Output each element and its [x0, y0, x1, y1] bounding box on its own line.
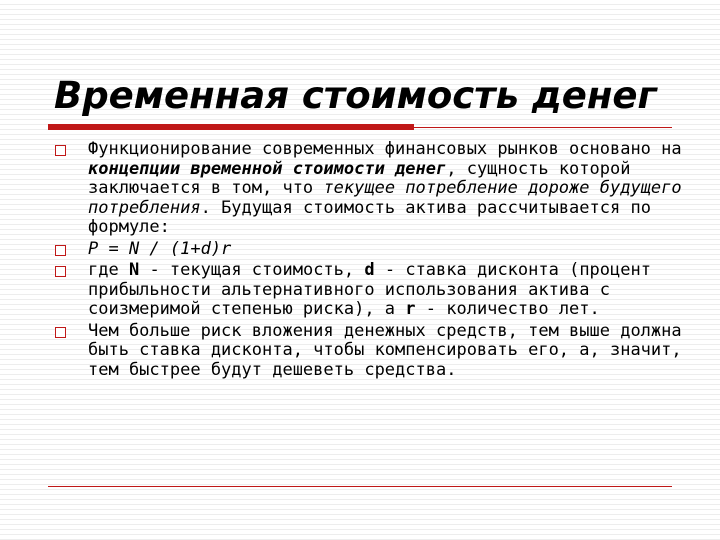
emphasis-concept: концепции временной стоимости денег	[88, 158, 447, 179]
bullet-item-1	[54, 140, 684, 238]
formula: P = N / (1+d)r	[88, 238, 232, 259]
text-segment: где	[88, 260, 129, 280]
variable-d: d	[364, 260, 375, 280]
emphasis-italic: текущее потребление дороже будущего потребления	[88, 178, 682, 218]
variable-n: N	[128, 260, 140, 280]
variable-r: r	[405, 299, 416, 319]
slide-title: Временная стоимость денег	[54, 74, 657, 117]
text-segment: - количество лет.	[415, 299, 600, 319]
bottom-rule	[48, 486, 672, 487]
hollow-square-bullet-icon	[55, 245, 66, 256]
hollow-square-bullet-icon	[55, 327, 66, 338]
bullet-item-2	[54, 240, 684, 260]
hollow-square-bullet-icon	[55, 145, 66, 156]
title-underline-thick	[48, 124, 414, 130]
bullet-item-3	[54, 261, 684, 320]
text-segment: - ставка дисконта (процент прибыльности альтернативного использования актива с соизмеримой степенью риска), а	[88, 260, 651, 319]
text-segment: , сущность которой заключается в том, что	[88, 158, 631, 198]
text-segment: . Будущая стоимость актива рассчитывается по формуле:	[88, 197, 651, 237]
text-segment: Функционирование современных финансовых рынков основано на	[88, 139, 682, 159]
slide-body	[54, 140, 684, 382]
text-segment: - текущая стоимость,	[139, 260, 365, 280]
hollow-square-bullet-icon	[55, 266, 66, 277]
bullet-item-4	[54, 322, 684, 381]
text-segment: Чем больше риск вложения денежных средств, тем выше должна быть ставка дисконта, чтобы компенсировать его, а, значит, тем быстрее будут дешеветь средства.	[88, 320, 682, 380]
